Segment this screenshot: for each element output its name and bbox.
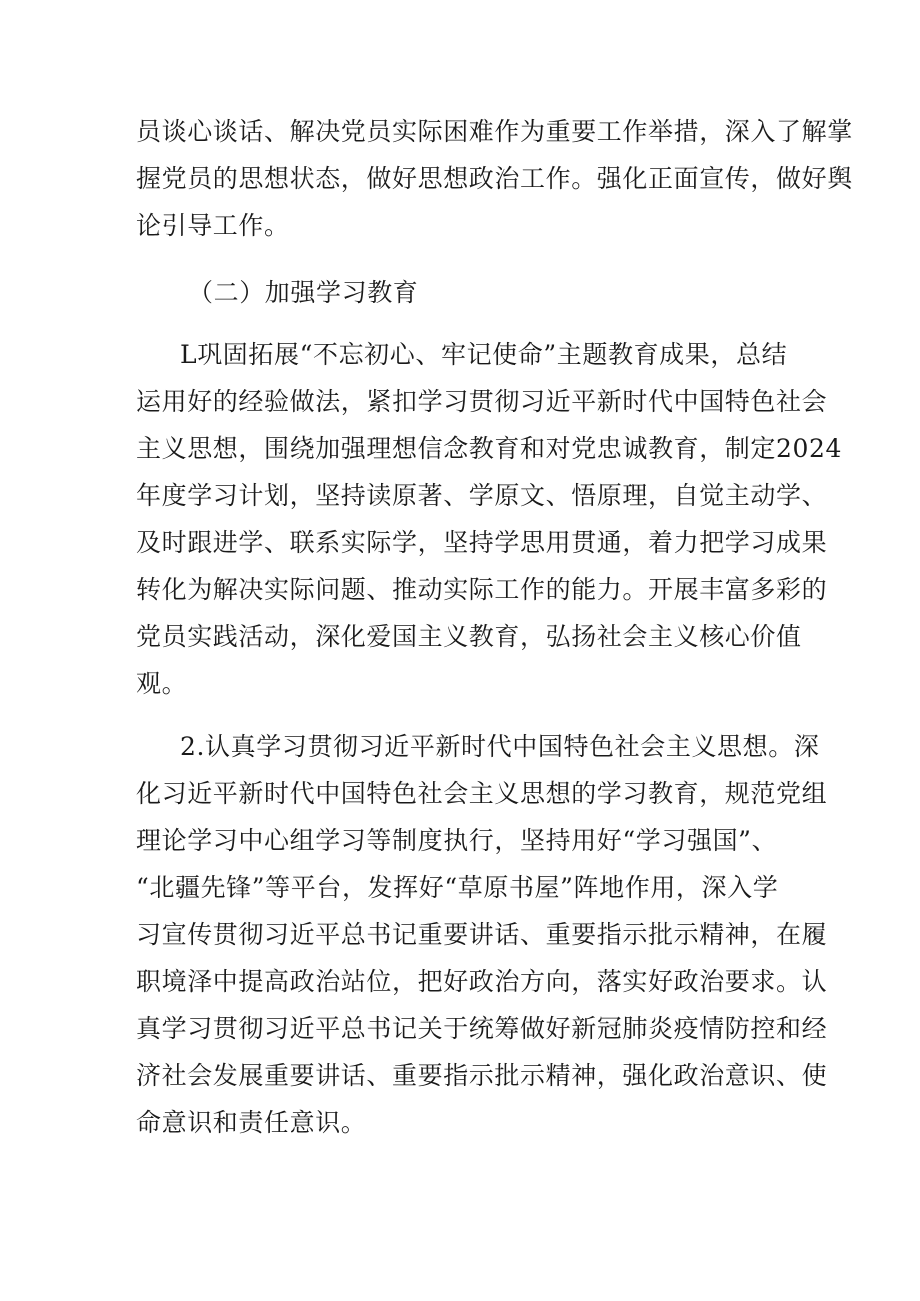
- text-line: “北疆先锋”等平台，发挥好“草原书屋”阵地作用，深入学: [136, 873, 779, 902]
- text-line: 济社会发展重要讲话、重要指示批示精神，强化政治意识、使: [136, 1061, 828, 1090]
- text-line: 员谈心谈话、解决党员实际困难作为重要工作举措，深入了解掌: [136, 117, 853, 146]
- text-line: 命意识和责任意识。: [136, 1108, 367, 1137]
- text-line: 化习近平新时代中国特色社会主义思想的学习教育，规范党组: [136, 779, 828, 808]
- text-line: 习宣传贯彻习近平总书记重要讲话、重要指示批示精神，在履: [136, 920, 828, 949]
- text-line: 及时跟进学、联系实际学，坚持学思用贯通，着力把学习成果: [136, 528, 828, 557]
- text-line: 真学习贯彻习近平总书记关于统筹做好新冠肺炎疫情防控和经: [136, 1014, 828, 1043]
- paragraph-item-1: [136, 331, 843, 707]
- section-heading: [188, 269, 848, 316]
- text-line: 主义思想，围绕加强理想信念教育和对党忠诚教育，制定2024: [136, 434, 843, 463]
- text-line: 2.认真学习贯彻习近平新时代中国特色社会主义思想。深: [180, 732, 820, 761]
- text-line: 理论学习中心组学习等制度执行，坚持用好“学习强国”、: [136, 826, 778, 855]
- text-line: 运用好的经验做法，紧扣学习贯彻习近平新时代中国特色社会: [136, 387, 828, 416]
- text-line: 论引导工作。: [136, 211, 290, 240]
- text-line: 党员实践活动，深化爱国主义教育，弘扬社会主义核心价值: [136, 622, 802, 651]
- text-line: 观。: [136, 669, 188, 698]
- text-line: 职境泽中提高政治站位，把好政治方向，落实好政治要求。认: [136, 967, 828, 996]
- paragraph-item-2: [136, 723, 828, 1146]
- section-heading-text: （二）加强学习教育: [188, 278, 419, 307]
- text-line: L巩固拓展“不忘初心、牢记使命”主题教育成果，总结: [180, 340, 788, 369]
- text-line: 年度学习计划，坚持读原著、学原文、悟原理，自觉主动学、: [136, 481, 828, 510]
- paragraph-continued: [136, 108, 853, 249]
- text-line: 握党员的思想状态，做好思想政治工作。强化正面宣传，做好舆: [136, 164, 853, 193]
- text-line: 转化为解决实际问题、推动实际工作的能力。开展丰富多彩的: [136, 575, 828, 604]
